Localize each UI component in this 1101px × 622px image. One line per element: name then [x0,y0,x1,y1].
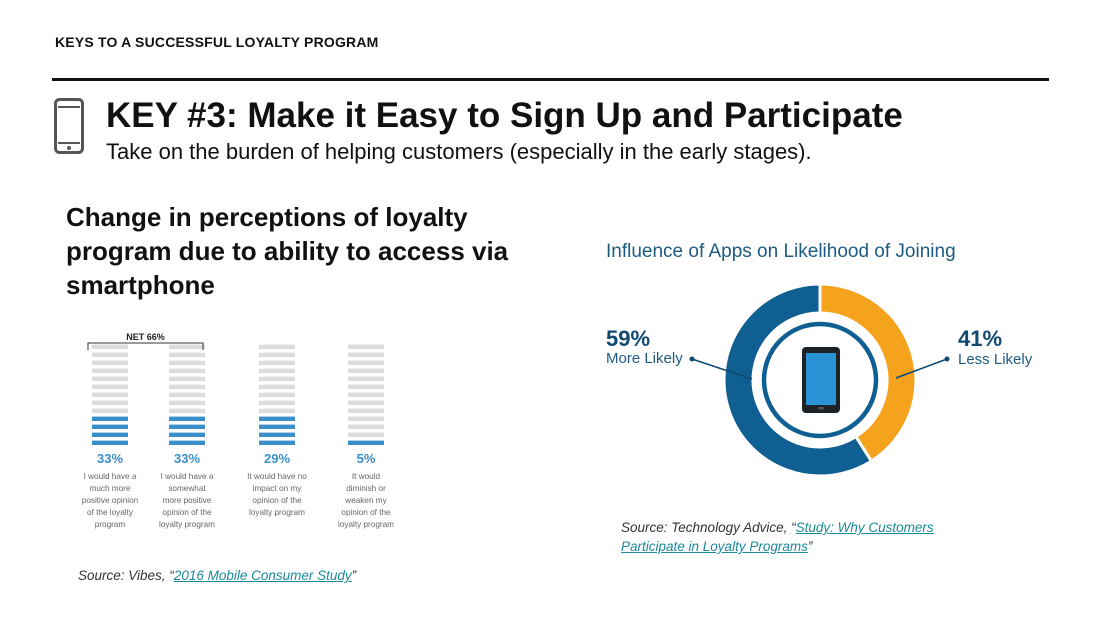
bar-segment-empty [169,385,205,389]
page-title: KEY #3: Make it Easy to Sign Up and Participate [106,96,903,135]
bar-segment-empty [169,353,205,357]
bar-category-label: I would have a [83,472,137,481]
bar-segment-empty [348,385,384,389]
bar-category-label: somewhat [168,484,206,493]
bar-category-label: program [94,520,126,529]
source-suffix: ” [807,539,813,554]
bar-segment-empty [348,425,384,429]
less-likely-label: Less Likely [958,351,1033,368]
bar-segment-filled [92,425,128,429]
bar-value-label: 33% [173,451,201,466]
bar-segment-filled [259,441,295,445]
bar-segment-empty [92,361,128,365]
bar-segment-empty [259,345,295,349]
source-suffix: ” [351,568,357,583]
bar-segment-empty [348,401,384,405]
bar-segment-empty [92,377,128,381]
bar-segment-filled [259,417,295,421]
bar-segment-empty [169,369,205,373]
more-likely-label: More Likely [606,350,683,367]
source-prefix: Source: Vibes, “ [78,568,174,583]
bar-category-label: weaken my [345,496,387,505]
bar-category-label: much more [89,484,131,493]
bar-segment-filled [169,441,205,445]
bar-segment-filled [259,433,295,437]
bar-segment-empty [92,345,128,349]
bar-segment-empty [92,393,128,397]
bar-segment-filled [169,425,205,429]
bar-category-label: of the loyalty [87,508,133,517]
bar-segment-empty [169,409,205,413]
bar-value-label: 5% [356,451,376,466]
bar-category-label: loyalty program [249,508,305,517]
bar-segment-empty [169,345,205,349]
bar-category-label: loyalty program [338,520,394,529]
page-subtitle: Take on the burden of helping customers (especially in the early stages). [106,139,812,164]
bar-category-label: opinion of the [341,508,391,517]
smartphone-icon [54,98,84,154]
bar-category-label: It would [351,472,381,481]
less-likely-percent: 41% [958,326,1003,351]
bar-value-label: 33% [96,451,124,466]
bar-segment-empty [259,409,295,413]
bar-category-label: It would have no [247,472,307,481]
source-vibes [78,566,356,585]
bar-segment-empty [348,369,384,373]
section-label: KEYS TO A SUCCESSFUL LOYALTY PROGRAM [55,34,379,50]
bar-segment-empty [169,377,205,381]
bar-segment-empty [259,393,295,397]
bar-segment-filled [348,441,384,445]
bar-segment-filled [92,441,128,445]
bar-segment-empty [92,409,128,413]
more-likely-percent: 59% [606,326,651,351]
bar-segment-empty [259,385,295,389]
bar-segment-empty [348,345,384,349]
bar-segment-empty [92,353,128,357]
bar-category-label: more positive [162,496,212,505]
bar-chart [76,330,406,535]
bar-segment-empty [92,401,128,405]
bar-segment-empty [169,401,205,405]
bar-segment-empty [259,377,295,381]
bar-category-label: diminish or [346,484,386,493]
bar-segment-empty [348,433,384,437]
bar-segment-filled [92,433,128,437]
bar-segment-empty [348,417,384,421]
bar-value-label: 29% [263,451,291,466]
bar-segment-filled [259,425,295,429]
bar-segment-empty [259,361,295,365]
source-link-vibes[interactable]: 2016 Mobile Consumer Study [173,568,352,583]
bar-segment-empty [92,385,128,389]
bar-segment-empty [259,353,295,357]
bar-segment-filled [169,417,205,421]
source-technology-advice [621,518,981,556]
bar-category-label: opinion of the [252,496,302,505]
bar-category-label: positive opinion [81,496,139,505]
bar-category-label: impact on my [252,484,302,493]
bar-segment-empty [348,361,384,365]
donut-chart-title: Influence of Apps on Likelihood of Joining [606,241,956,262]
bar-segment-empty [169,361,205,365]
bar-segment-empty [259,369,295,373]
bar-segment-empty [348,377,384,381]
bar-segment-filled [92,417,128,421]
bar-category-label: I would have a [160,472,214,481]
net-bracket-label: NET 66% [126,332,165,342]
bar-category-label: loyalty program [159,520,215,529]
left-chart-heading: Change in perceptions of loyalty program due to ability to access via smartphone [66,202,509,300]
bar-segment-empty [169,393,205,397]
bar-category-label: opinion of the [162,508,212,517]
source-link-technology-advice[interactable]: Study: Why Customers Participate in Loyalty Programs [621,520,934,554]
leader-lines [680,340,980,400]
bar-segment-empty [348,353,384,357]
bar-segment-empty [348,393,384,397]
bar-segment-empty [348,409,384,413]
bar-segment-empty [92,369,128,373]
bar-segment-empty [259,401,295,405]
header-rule [52,78,1049,81]
source-prefix: Source: Technology Advice, “ [621,520,796,535]
bar-segment-filled [169,433,205,437]
